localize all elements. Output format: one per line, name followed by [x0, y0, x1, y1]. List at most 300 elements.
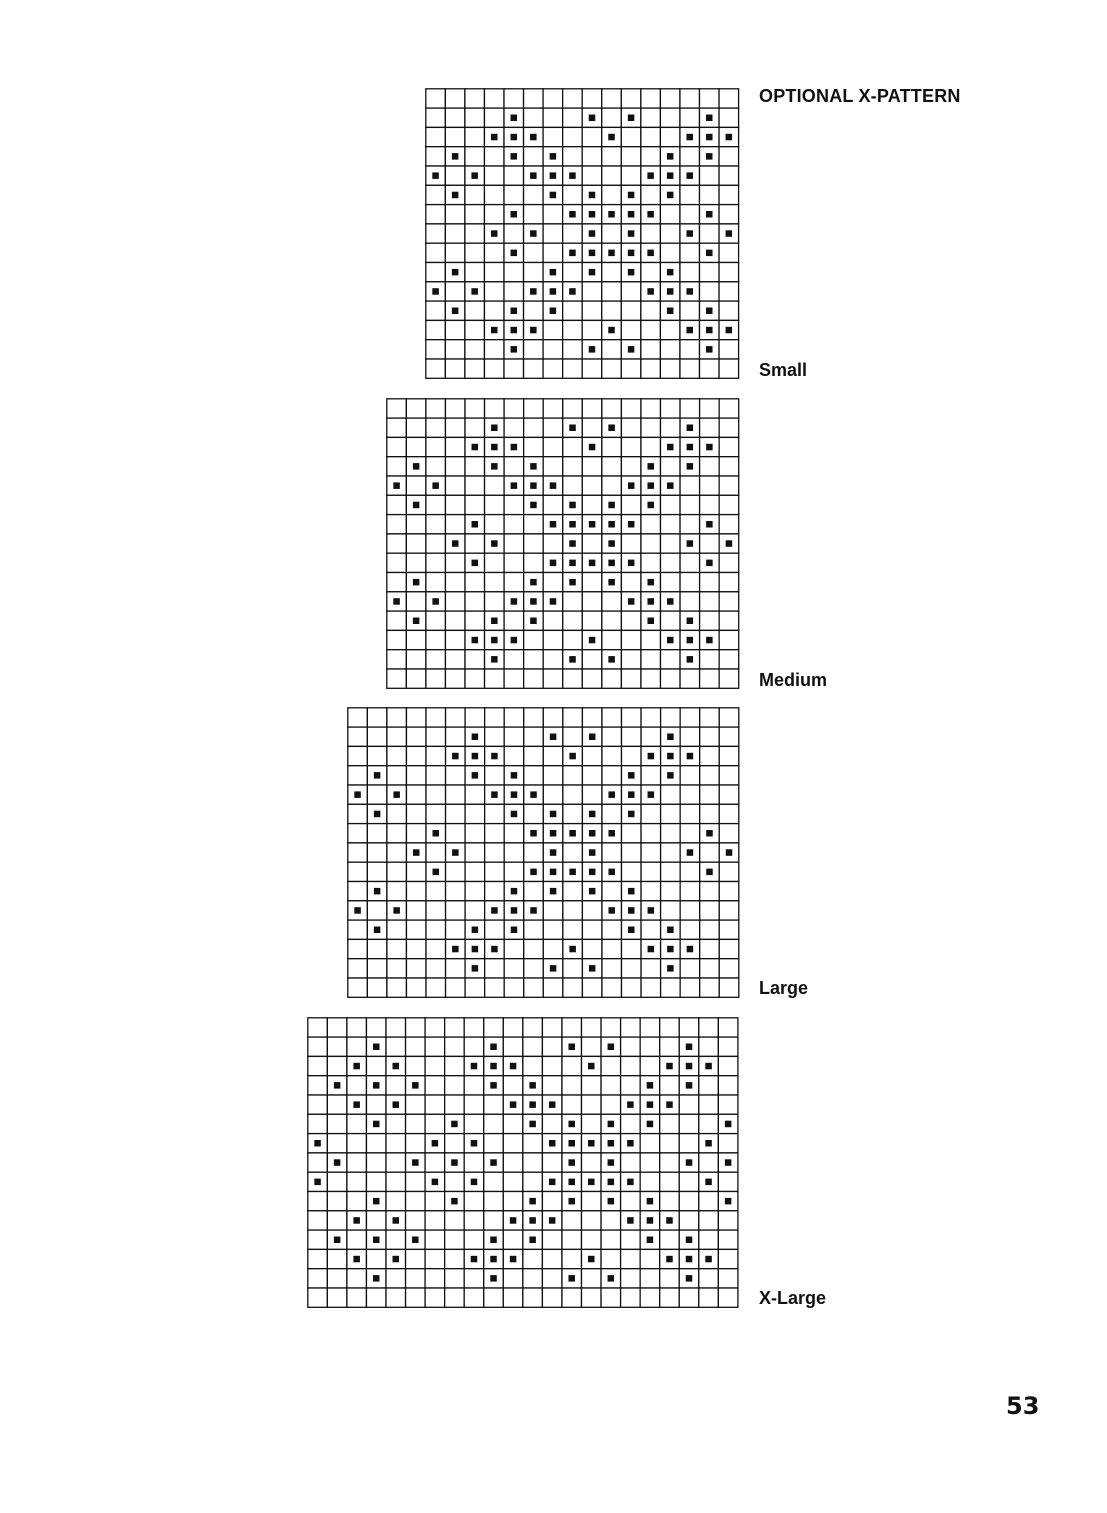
- grid-cell: [602, 669, 622, 688]
- grid-cell: [719, 476, 739, 495]
- stitch-mark: [725, 1198, 732, 1205]
- grid-cell: [719, 901, 739, 920]
- grid-cell: [700, 282, 720, 301]
- stitch-mark: [569, 869, 576, 876]
- grid-cell: [465, 185, 485, 204]
- grid-cell: [563, 708, 583, 727]
- grid-cell: [563, 669, 583, 688]
- grid-cell: [308, 1018, 328, 1037]
- stitch-mark: [549, 1179, 556, 1186]
- grid-cell: [406, 939, 426, 958]
- grid-cell: [426, 263, 446, 282]
- grid-cell: [543, 127, 563, 146]
- grid-cell: [446, 978, 466, 997]
- grid-cell: [621, 320, 641, 339]
- stitch-mark: [530, 463, 537, 470]
- grid-cell: [406, 669, 426, 688]
- grid-cell: [602, 437, 622, 456]
- stitch-mark: [432, 482, 439, 489]
- stitch-mark: [628, 482, 635, 489]
- grid-cell: [582, 669, 602, 688]
- grid-cell: [485, 495, 505, 514]
- grid-cell: [465, 263, 485, 282]
- grid-cell: [542, 1018, 562, 1037]
- grid-cell: [640, 1134, 660, 1153]
- grid-cell: [387, 457, 407, 476]
- grid-cell: [465, 224, 485, 243]
- grid-cell: [308, 1211, 328, 1230]
- grid-cell: [621, 534, 641, 553]
- grid-cell: [348, 708, 368, 727]
- grid-cell: [542, 1269, 562, 1288]
- grid-cell: [465, 573, 485, 592]
- grid-cell: [445, 515, 465, 534]
- grid-cell: [700, 592, 720, 611]
- stitch-mark: [589, 230, 596, 237]
- grid-cell: [622, 939, 642, 958]
- grid-cell: [387, 418, 407, 437]
- stitch-mark: [511, 811, 518, 818]
- stitch-mark: [608, 656, 615, 663]
- grid-cell: [503, 1230, 523, 1249]
- grid-cell: [523, 1037, 543, 1056]
- grid-cell: [699, 1211, 719, 1230]
- grid-cell: [406, 1114, 426, 1133]
- grid-cell: [406, 766, 426, 785]
- grid-cell: [602, 476, 622, 495]
- stitch-mark: [491, 907, 498, 914]
- grid-cell: [700, 804, 720, 823]
- stitch-mark: [432, 1179, 439, 1186]
- chart-x-large: [307, 1017, 738, 1308]
- grid-cell: [426, 437, 446, 456]
- stitch-mark: [490, 1063, 497, 1070]
- stitch-mark: [549, 1101, 556, 1108]
- grid-cell: [660, 205, 680, 224]
- grid-cell: [367, 843, 387, 862]
- grid-cell: [446, 882, 466, 901]
- grid-cell: [465, 804, 485, 823]
- grid-cell: [465, 147, 485, 166]
- stitch-mark: [726, 849, 733, 856]
- grid-cell: [445, 1134, 465, 1153]
- stitch-mark: [550, 308, 557, 315]
- grid-cell: [504, 457, 524, 476]
- stitch-mark: [667, 965, 674, 972]
- grid-cell: [445, 108, 465, 127]
- stitch-mark: [686, 327, 693, 334]
- grid-cell: [504, 185, 524, 204]
- grid-cell: [582, 1211, 602, 1230]
- grid-cell: [524, 340, 544, 359]
- grid-cell: [661, 785, 681, 804]
- grid-cell: [700, 476, 720, 495]
- grid-cell: [621, 1192, 641, 1211]
- grid-cell: [563, 843, 583, 862]
- grid-cell: [366, 1288, 386, 1307]
- grid-cell: [719, 89, 739, 108]
- grid-cell: [426, 147, 446, 166]
- grid-cell: [661, 804, 681, 823]
- grid-cell: [563, 920, 583, 939]
- grid-cell: [485, 553, 505, 572]
- grid-cell: [426, 573, 446, 592]
- grid-cell: [542, 1249, 562, 1268]
- grid-cell: [543, 573, 563, 592]
- grid-cell: [718, 1288, 738, 1307]
- grid-cell: [387, 708, 407, 727]
- grid-cell: [582, 301, 602, 320]
- stitch-mark: [706, 153, 713, 160]
- grid-cell: [700, 418, 720, 437]
- stitch-mark: [491, 425, 498, 432]
- grid-cell: [680, 185, 700, 204]
- stitch-mark: [452, 849, 459, 856]
- grid-cell: [406, 650, 426, 669]
- grid-cell: [504, 708, 524, 727]
- grid-cell: [699, 1269, 719, 1288]
- grid-cell: [426, 243, 446, 262]
- grid-cell: [348, 959, 368, 978]
- grid-cell: [347, 1153, 367, 1172]
- grid-cell: [524, 534, 544, 553]
- grid-cell: [542, 1288, 562, 1307]
- grid-cell: [543, 669, 563, 688]
- stitch-mark: [413, 463, 420, 470]
- stitch-mark: [550, 830, 557, 837]
- grid-cell: [542, 1230, 562, 1249]
- grid-cell: [602, 611, 622, 630]
- stitch-mark: [491, 946, 498, 953]
- stitch-mark: [608, 1159, 615, 1166]
- stitch-mark: [393, 907, 400, 914]
- grid-cell: [718, 1211, 738, 1230]
- stitch-mark: [608, 250, 615, 257]
- stitch-mark: [530, 502, 537, 509]
- grid-cell: [387, 746, 407, 765]
- grid-cell: [485, 920, 505, 939]
- stitch-mark: [628, 927, 635, 934]
- stitch-mark: [568, 1179, 575, 1186]
- grid-cell: [680, 573, 700, 592]
- grid-cell: [661, 650, 681, 669]
- stitch-mark: [706, 346, 713, 353]
- grid-cell: [680, 804, 700, 823]
- stitch-mark: [413, 849, 420, 856]
- grid-cell: [700, 224, 720, 243]
- stitch-mark: [627, 1101, 634, 1108]
- grid-cell: [465, 901, 485, 920]
- grid-cell: [582, 1269, 602, 1288]
- grid-cell: [446, 804, 466, 823]
- stitch-mark: [569, 579, 576, 586]
- stitch-mark: [354, 907, 361, 914]
- grid-cell: [387, 920, 407, 939]
- grid-cell: [718, 1056, 738, 1075]
- grid-cell: [641, 185, 661, 204]
- grid-cell: [582, 708, 602, 727]
- grid-cell: [504, 166, 524, 185]
- grid-cell: [426, 185, 446, 204]
- grid-cell: [699, 1192, 719, 1211]
- grid-cell: [699, 1095, 719, 1114]
- grid-cell: [464, 1018, 484, 1037]
- grid-cell: [621, 1018, 641, 1037]
- grid-cell: [524, 437, 544, 456]
- stitch-mark: [686, 1275, 693, 1282]
- stitch-mark: [647, 288, 654, 295]
- grid-cell: [387, 824, 407, 843]
- stitch-mark: [608, 521, 615, 528]
- stitch-mark: [726, 540, 733, 547]
- stitch-mark: [491, 753, 498, 760]
- stitch-mark: [647, 598, 654, 605]
- size-label-x-large: X-Large: [759, 1288, 827, 1308]
- grid-cell: [641, 553, 661, 572]
- grid-cell: [719, 418, 739, 437]
- grid-cell: [347, 1269, 367, 1288]
- stitch-mark: [706, 444, 713, 451]
- grid-cell: [504, 862, 524, 881]
- grid-cell: [425, 1076, 445, 1095]
- stitch-mark: [667, 753, 674, 760]
- grid-cell: [582, 127, 602, 146]
- grid-cell: [406, 1211, 426, 1230]
- grid-cell: [622, 862, 642, 881]
- grid-cell: [465, 882, 485, 901]
- grid-cell: [387, 437, 407, 456]
- grid-cell: [445, 1076, 465, 1095]
- grid-cell: [464, 1192, 484, 1211]
- grid-cell: [327, 1018, 347, 1037]
- grid-cell: [446, 901, 466, 920]
- grid-cell: [348, 843, 368, 862]
- grid-cell: [425, 1269, 445, 1288]
- grid-cell: [700, 939, 720, 958]
- grid-cell: [543, 901, 563, 920]
- grid-cell: [640, 1037, 660, 1056]
- grid-cell: [679, 1114, 699, 1133]
- stitch-mark: [433, 830, 440, 837]
- grid-cell: [523, 1018, 543, 1037]
- stitch-mark: [374, 927, 381, 934]
- stitch-mark: [491, 540, 498, 547]
- grid-cell: [719, 939, 739, 958]
- grid-cell: [524, 843, 544, 862]
- stitch-mark: [667, 192, 674, 199]
- grid-cell: [504, 495, 524, 514]
- grid-cell: [327, 1037, 347, 1056]
- grid-cell: [660, 1192, 680, 1211]
- grid-cell: [602, 978, 622, 997]
- stitch-mark: [530, 482, 537, 489]
- grid-cell: [641, 534, 661, 553]
- grid-cell: [602, 766, 622, 785]
- grid-cell: [348, 824, 368, 843]
- grid-cell: [563, 437, 583, 456]
- stitch-mark: [511, 791, 518, 798]
- grid-cell: [543, 978, 563, 997]
- stitch-mark: [628, 250, 635, 257]
- grid-cell: [621, 1288, 641, 1307]
- grid-cell: [563, 592, 583, 611]
- grid-cell: [660, 320, 680, 339]
- grid-cell: [602, 399, 622, 418]
- stitch-mark: [472, 965, 479, 972]
- stitch-mark: [472, 772, 479, 779]
- grid-cell: [524, 650, 544, 669]
- grid-cell: [308, 1153, 328, 1172]
- grid-cell: [425, 1018, 445, 1037]
- grid-cell: [602, 920, 622, 939]
- grid-cell: [445, 1056, 465, 1075]
- grid-cell: [465, 843, 485, 862]
- stitch-mark: [471, 1179, 478, 1186]
- grid-cell: [347, 1172, 367, 1191]
- grid-cell: [602, 185, 622, 204]
- grid-cell: [524, 205, 544, 224]
- stitch-mark: [511, 115, 518, 122]
- grid-cell: [464, 1076, 484, 1095]
- grid-cell: [640, 1249, 660, 1268]
- stitch-mark: [510, 1217, 517, 1224]
- stitch-mark: [490, 1082, 497, 1089]
- grid-cell: [504, 843, 524, 862]
- stitch-mark: [373, 1082, 380, 1089]
- stitch-mark: [472, 734, 479, 741]
- grid-cell: [504, 282, 524, 301]
- grid-cell: [406, 418, 426, 437]
- grid-cell: [524, 418, 544, 437]
- grid-cell: [621, 127, 641, 146]
- grid-cell: [719, 515, 739, 534]
- grid-cell: [327, 1192, 347, 1211]
- stitch-mark: [687, 463, 694, 470]
- grid-cell: [680, 147, 700, 166]
- stitch-mark: [667, 172, 674, 179]
- grid-cell: [465, 862, 485, 881]
- grid-cell: [680, 476, 700, 495]
- stitch-mark: [686, 1256, 693, 1263]
- stitch-mark: [628, 907, 635, 914]
- grid-cell: [543, 708, 563, 727]
- grid-cell: [406, 920, 426, 939]
- grid-cell: [425, 1114, 445, 1133]
- grid-cell: [661, 862, 681, 881]
- grid-cell: [406, 1288, 426, 1307]
- grid-cell: [406, 553, 426, 572]
- grid-cell: [406, 727, 426, 746]
- stitch-mark: [608, 502, 615, 509]
- stitch-mark: [471, 1063, 478, 1070]
- stitch-mark: [530, 869, 537, 876]
- grid-cell: [524, 746, 544, 765]
- grid-cell: [621, 1230, 641, 1249]
- stitch-mark: [667, 269, 674, 276]
- grid-cell: [719, 359, 739, 378]
- grid-cell: [484, 205, 504, 224]
- grid-cell: [367, 824, 387, 843]
- grid-cell: [680, 727, 700, 746]
- grid-cell: [680, 901, 700, 920]
- grid-cell: [426, 418, 446, 437]
- grid-cell: [699, 1037, 719, 1056]
- grid-cell: [582, 1153, 602, 1172]
- grid-cell: [387, 978, 407, 997]
- stitch-mark: [608, 830, 615, 837]
- grid-cell: [524, 939, 544, 958]
- stitch-mark: [511, 444, 518, 451]
- grid-cell: [366, 1153, 386, 1172]
- grid-cell: [327, 1095, 347, 1114]
- grid-cell: [562, 1076, 582, 1095]
- grid-cell: [465, 495, 485, 514]
- grid-cell: [621, 1269, 641, 1288]
- grid-cell: [679, 1018, 699, 1037]
- grid-cell: [426, 669, 446, 688]
- stitch-mark: [373, 1121, 380, 1128]
- grid-cell: [386, 1114, 406, 1133]
- grid-cell: [582, 534, 602, 553]
- grid-cell: [524, 978, 544, 997]
- stitch-mark: [471, 1140, 478, 1147]
- grid-cell: [602, 939, 622, 958]
- stitch-mark: [608, 540, 615, 547]
- grid-cell: [661, 515, 681, 534]
- stitch-mark: [589, 211, 596, 218]
- grid-cell: [661, 495, 681, 514]
- grid-cell: [445, 1037, 465, 1056]
- grid-cell: [719, 573, 739, 592]
- grid-cell: [641, 824, 661, 843]
- stitch-mark: [472, 560, 479, 567]
- stitch-mark: [687, 444, 694, 451]
- grid-cell: [465, 399, 485, 418]
- grid-cell: [524, 727, 544, 746]
- stitch-mark: [374, 811, 381, 818]
- grid-cell: [386, 1018, 406, 1037]
- grid-cell: [562, 1211, 582, 1230]
- grid-cell: [641, 630, 661, 649]
- grid-cell: [621, 1037, 641, 1056]
- grid-cell: [348, 920, 368, 939]
- grid-cell: [621, 1114, 641, 1133]
- grid-cell: [523, 1056, 543, 1075]
- grid-cell: [543, 457, 563, 476]
- stitch-mark: [628, 888, 635, 895]
- stitch-mark: [666, 1256, 673, 1263]
- grid-cell: [718, 1134, 738, 1153]
- stitch-mark: [334, 1082, 341, 1089]
- grid-cell: [406, 437, 426, 456]
- grid-cell: [485, 804, 505, 823]
- stitch-mark: [667, 482, 674, 489]
- grid-cell: [563, 785, 583, 804]
- stitch-mark: [667, 444, 674, 451]
- grid-cell: [465, 320, 485, 339]
- stitch-mark: [491, 618, 498, 625]
- grid-cell: [524, 920, 544, 939]
- grid-cell: [504, 746, 524, 765]
- stitch-mark: [588, 1063, 595, 1070]
- grid-cell: [602, 630, 622, 649]
- grid-cell: [464, 1095, 484, 1114]
- grid-cell: [563, 611, 583, 630]
- grid-cell: [718, 1172, 738, 1191]
- stitch-mark: [353, 1256, 360, 1263]
- grid-cell: [640, 1056, 660, 1075]
- grid-cell: [386, 1269, 406, 1288]
